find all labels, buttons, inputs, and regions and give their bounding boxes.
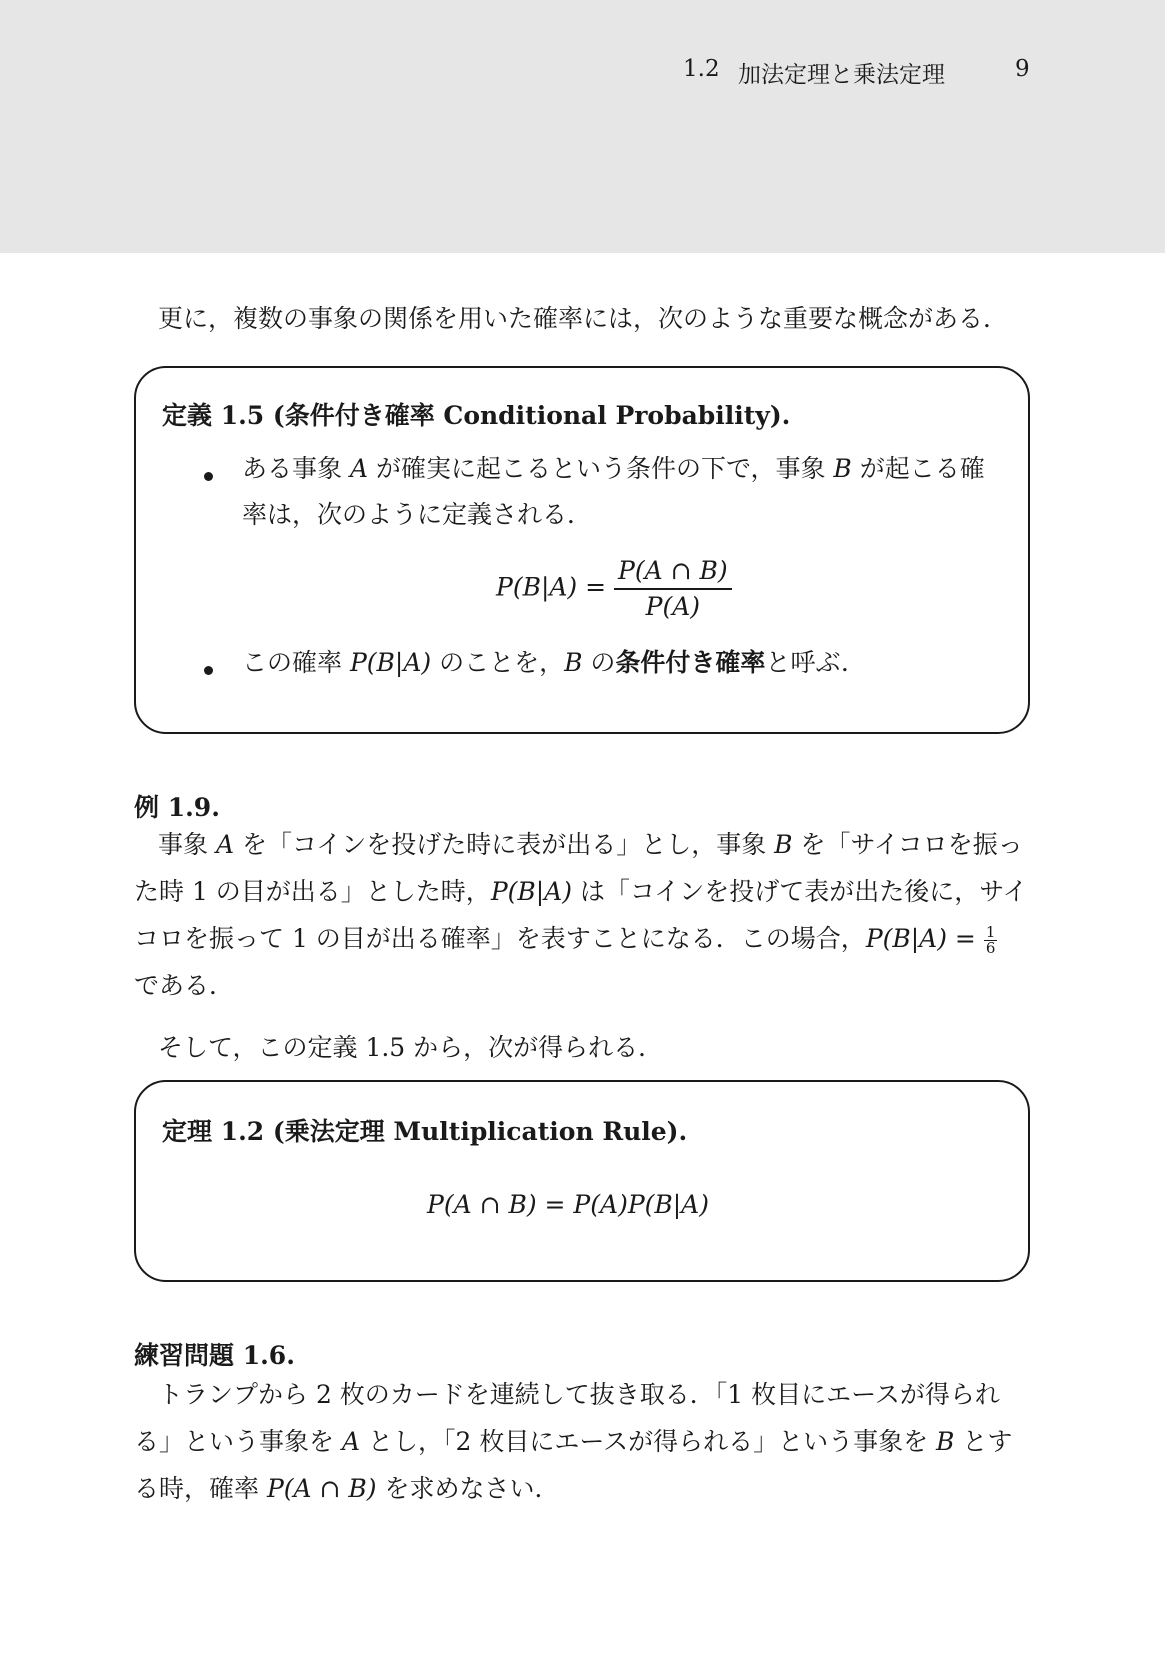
example-line-4: である． (134, 971, 235, 1000)
one-sixth-fraction: $\frac{1}{6}$ (985, 923, 996, 957)
theorem-title: 定理 1.2 (乗法定理 Multiplication Rule). (162, 1117, 688, 1146)
example-line-1: 事象 A を「コインを投げた時に表が出る」とし，事象 B を「サイコロを振っ (158, 830, 1023, 859)
formula-fraction: $\frac{P(A \cap B)}{P(A)}$ (614, 554, 732, 624)
exercise-heading: 練習問題 1.6. (134, 1341, 295, 1370)
intro-paragraph: 更に，複数の事象の関係を用いた確率には，次のような重要な概念がある． (158, 304, 1009, 333)
definition-title: 定義 1.5 (条件付き確率 Conditional Probability). (162, 401, 791, 430)
bridge-paragraph: そして，この定義 1.5 から，次が得られる． (158, 1033, 664, 1062)
section-title: 加法定理と乗法定理 (738, 62, 945, 88)
multiplication-rule-formula: P(A ∩ B) = P(A)P(B|A) (427, 1190, 709, 1219)
exercise-line-2: る」という事象を A とし，「2 枚目にエースが得られる」という事象を B とす (134, 1427, 1013, 1456)
running-head (0, 56, 1165, 86)
definition-bullet-1-line2: 率は，次のように定義される． (242, 500, 593, 529)
definition-bullet-2: この確率 P(B|A) のことを，B の条件付き確率と呼ぶ． (242, 648, 866, 677)
conditional-probability-formula: P(B|A) = $\frac{P(A \cap B)}{P(A)}$ (496, 554, 732, 624)
bullet-dot (204, 666, 213, 675)
exercise-line-3: る時，確率 P(A ∩ B) を求めなさい． (134, 1474, 560, 1503)
theorem-box (134, 1080, 1030, 1282)
definition-bullet-1-line1: ある事象 A が確実に起こるという条件の下で，事象 B が起こる確 (242, 454, 985, 483)
header-band (0, 0, 1165, 253)
definition-box (134, 366, 1030, 734)
page-number: 9 (1015, 56, 1030, 82)
bullet-dot (204, 472, 213, 481)
example-heading: 例 1.9. (134, 793, 220, 822)
example-line-2: た時 1 の目が出る」とした時，P(B|A) は「コインを投げて表が出た後に，サイ (134, 877, 1028, 906)
example-line-3: コロを振って 1 の目が出る確率」を表すことになる．この場合，P(B|A) = $\frac{1}{6}$ (134, 923, 996, 957)
exercise-line-1: トランプから 2 枚のカードを連続して抜き取る．「1 枚目にエースが得られ (158, 1380, 1000, 1409)
section-number: 1.2 (683, 56, 720, 82)
